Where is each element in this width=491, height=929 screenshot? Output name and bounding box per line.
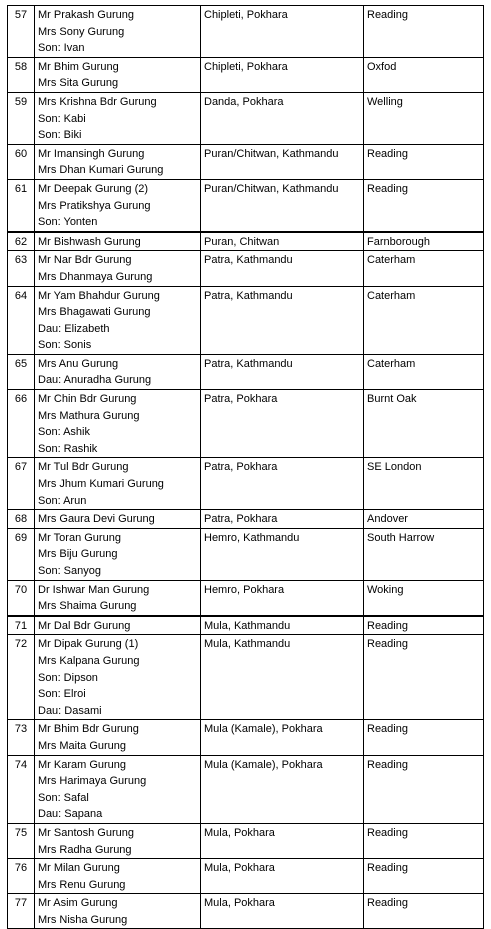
- member-name: Mr Santosh Gurung: [38, 826, 134, 839]
- row-number: 63: [8, 251, 35, 286]
- row-number: 72: [8, 635, 35, 720]
- member-names: [35, 6, 201, 58]
- member-names: [35, 528, 201, 580]
- member-name: Dau: Elizabeth: [38, 322, 110, 335]
- location-cell: Reading: [364, 823, 484, 858]
- member-name: Mrs Jhum Kumari Gurung: [38, 478, 164, 491]
- row-number: 65: [8, 354, 35, 389]
- row-number: 58: [8, 57, 35, 92]
- member-names: [35, 286, 201, 354]
- origin-cell: Puran/Chitwan, Kathmandu: [201, 179, 364, 231]
- location-cell: Reading: [364, 720, 484, 755]
- table-row: [8, 528, 484, 580]
- row-number: 70: [8, 580, 35, 616]
- row-number: 71: [8, 616, 35, 635]
- member-name: Mrs Anu Gurung: [38, 357, 119, 370]
- member-name: Mr Imansingh Gurung: [38, 147, 145, 160]
- member-name: Son: Sonis: [38, 339, 92, 352]
- table-row: [8, 510, 484, 529]
- member-name: Mr Chin Bdr Gurung: [38, 393, 137, 406]
- member-name: Mrs Biju Gurung: [38, 548, 118, 561]
- member-name: Son: Rashik: [38, 442, 98, 455]
- member-name: Son: Ashik: [38, 426, 90, 439]
- origin-cell: Mula, Pokhara: [201, 859, 364, 894]
- member-names: [35, 635, 201, 720]
- member-name: Mrs Maita Gurung: [38, 739, 127, 752]
- member-name: Mr Asim Gurung: [38, 897, 118, 910]
- location-cell: Reading: [364, 894, 484, 929]
- member-name: Son: Elroi: [38, 688, 86, 701]
- member-name: Son: Yonten: [38, 216, 98, 229]
- table-row: [8, 859, 484, 894]
- origin-cell: Chipleti, Pokhara: [201, 57, 364, 92]
- origin-cell: Patra, Pokhara: [201, 510, 364, 529]
- table-row: [8, 823, 484, 858]
- member-name: Mrs Bhagawati Gurung: [38, 306, 151, 319]
- origin-cell: Hemro, Pokhara: [201, 580, 364, 616]
- table-row: [8, 144, 484, 179]
- row-number: 57: [8, 6, 35, 58]
- location-cell: SE London: [364, 458, 484, 510]
- row-number: 64: [8, 286, 35, 354]
- member-name: Son: Kabi: [38, 112, 86, 125]
- origin-cell: Hemro, Kathmandu: [201, 528, 364, 580]
- row-number: 61: [8, 179, 35, 231]
- table-row: [8, 286, 484, 354]
- member-name: Mrs Harimaya Gurung: [38, 775, 147, 788]
- member-name: Dau: Dasami: [38, 704, 102, 717]
- row-number: 69: [8, 528, 35, 580]
- origin-cell: Mula, Kathmandu: [201, 616, 364, 635]
- member-name: Mr Bishwash Gurung: [38, 235, 141, 248]
- row-number: 73: [8, 720, 35, 755]
- member-names: [35, 720, 201, 755]
- member-name: Mr Karam Gurung: [38, 758, 127, 771]
- member-names: [35, 92, 201, 144]
- origin-cell: Patra, Pokhara: [201, 390, 364, 458]
- location-cell: Reading: [364, 144, 484, 179]
- location-cell: Reading: [364, 755, 484, 823]
- location-cell: Caterham: [364, 251, 484, 286]
- origin-cell: Patra, Kathmandu: [201, 251, 364, 286]
- location-cell: Burnt Oak: [364, 390, 484, 458]
- member-name: Mr Dal Bdr Gurung: [38, 619, 131, 632]
- origin-cell: Danda, Pokhara: [201, 92, 364, 144]
- origin-cell: Puran, Chitwan: [201, 232, 364, 251]
- row-number: 59: [8, 92, 35, 144]
- origin-cell: Mula, Pokhara: [201, 823, 364, 858]
- table-row: [8, 390, 484, 458]
- member-name: Mr Tul Bdr Gurung: [38, 461, 129, 474]
- member-name: Son: Ivan: [38, 42, 85, 55]
- origin-cell: Mula (Kamale), Pokhara: [201, 720, 364, 755]
- member-names: [35, 251, 201, 286]
- location-cell: Farnborough: [364, 232, 484, 251]
- member-name: Mrs Kalpana Gurung: [38, 654, 140, 667]
- member-name: Son: Arun: [38, 494, 87, 507]
- row-number: 60: [8, 144, 35, 179]
- member-name: Mrs Mathura Gurung: [38, 409, 140, 422]
- row-number: 74: [8, 755, 35, 823]
- location-cell: Caterham: [364, 354, 484, 389]
- table-row: [8, 179, 484, 231]
- table-row: [8, 580, 484, 616]
- table-row: [8, 6, 484, 58]
- member-names: [35, 616, 201, 635]
- member-name: Mr Deepak Gurung (2): [38, 182, 149, 195]
- table-row: [8, 354, 484, 389]
- member-name: Son: Safal: [38, 791, 89, 804]
- member-names: [35, 859, 201, 894]
- origin-cell: Mula, Kathmandu: [201, 635, 364, 720]
- member-names: [35, 354, 201, 389]
- table-row: [8, 251, 484, 286]
- location-cell: Welling: [364, 92, 484, 144]
- member-name: Mrs Shaima Gurung: [38, 600, 137, 613]
- member-name: Son: Sanyog: [38, 565, 101, 577]
- member-name: Dr Ishwar Man Gurung: [38, 583, 150, 596]
- origin-cell: Puran/Chitwan, Kathmandu: [201, 144, 364, 179]
- member-names: [35, 580, 201, 616]
- row-number: 66: [8, 390, 35, 458]
- member-name: Dau: Anuradha Gurung: [38, 374, 152, 387]
- member-name: Son: Dipson: [38, 671, 98, 684]
- location-cell: Andover: [364, 510, 484, 529]
- member-names: [35, 232, 201, 251]
- member-name: Mr Toran Gurung: [38, 531, 121, 544]
- member-name: Mrs Nisha Gurung: [38, 913, 128, 926]
- member-name: Mr Yam Bhahdur Gurung: [38, 289, 160, 302]
- location-cell: South Harrow: [364, 528, 484, 580]
- member-name: Mr Bhim Gurung: [38, 60, 119, 73]
- member-names: [35, 458, 201, 510]
- table-row: [8, 458, 484, 510]
- row-number: 77: [8, 894, 35, 929]
- table-row: [8, 720, 484, 755]
- location-cell: Reading: [364, 616, 484, 635]
- row-number: 62: [8, 232, 35, 251]
- member-name: Mrs Pratikshya Gurung: [38, 199, 151, 212]
- location-cell: Caterham: [364, 286, 484, 354]
- member-name: Mr Bhim Bdr Gurung: [38, 723, 139, 736]
- origin-cell: Mula, Pokhara: [201, 894, 364, 929]
- member-name: Mr Prakash Gurung: [38, 9, 134, 21]
- location-cell: Oxfod: [364, 57, 484, 92]
- member-names: [35, 510, 201, 529]
- origin-cell: Chipleti, Pokhara: [201, 6, 364, 58]
- member-name: Mrs Sony Gurung: [38, 25, 125, 38]
- origin-cell: Patra, Pokhara: [201, 458, 364, 510]
- member-names: [35, 57, 201, 92]
- table-row: [8, 894, 484, 929]
- origin-cell: Patra, Kathmandu: [201, 354, 364, 389]
- table-row: [8, 616, 484, 635]
- table-row: [8, 232, 484, 251]
- member-name: Mrs Radha Gurung: [38, 843, 132, 856]
- member-name: Mrs Dhanmaya Gurung: [38, 270, 153, 283]
- member-names: [35, 755, 201, 823]
- member-names: [35, 894, 201, 929]
- table-row: [8, 755, 484, 823]
- member-table: [7, 5, 484, 929]
- location-cell: Reading: [364, 6, 484, 58]
- member-name: Son: Biki: [38, 129, 82, 142]
- row-number: 67: [8, 458, 35, 510]
- member-name: Mrs Krishna Bdr Gurung: [38, 95, 157, 108]
- location-cell: Woking: [364, 580, 484, 616]
- row-number: 68: [8, 510, 35, 529]
- member-names: [35, 179, 201, 231]
- row-number: 75: [8, 823, 35, 858]
- member-name: Mrs Renu Gurung: [38, 878, 126, 891]
- member-name: Mrs Dhan Kumari Gurung: [38, 164, 164, 177]
- location-cell: Reading: [364, 859, 484, 894]
- table-row: [8, 57, 484, 92]
- member-name: Dau: Sapana: [38, 808, 103, 821]
- location-cell: Reading: [364, 179, 484, 231]
- origin-cell: Mula (Kamale), Pokhara: [201, 755, 364, 823]
- member-name: Mrs Gaura Devi Gurung: [38, 513, 155, 526]
- origin-cell: Patra, Kathmandu: [201, 286, 364, 354]
- location-cell: Reading: [364, 635, 484, 720]
- member-name: Mr Nar Bdr Gurung: [38, 254, 132, 267]
- member-name: Mr Dipak Gurung (1): [38, 638, 139, 651]
- table-row: [8, 635, 484, 720]
- member-name: Mrs Sita Gurung: [38, 77, 119, 90]
- table-row: [8, 92, 484, 144]
- row-number: 76: [8, 859, 35, 894]
- member-names: [35, 823, 201, 858]
- member-names: [35, 144, 201, 179]
- member-name: Mr Milan Gurung: [38, 862, 120, 875]
- member-rows: [8, 6, 484, 929]
- member-names: [35, 390, 201, 458]
